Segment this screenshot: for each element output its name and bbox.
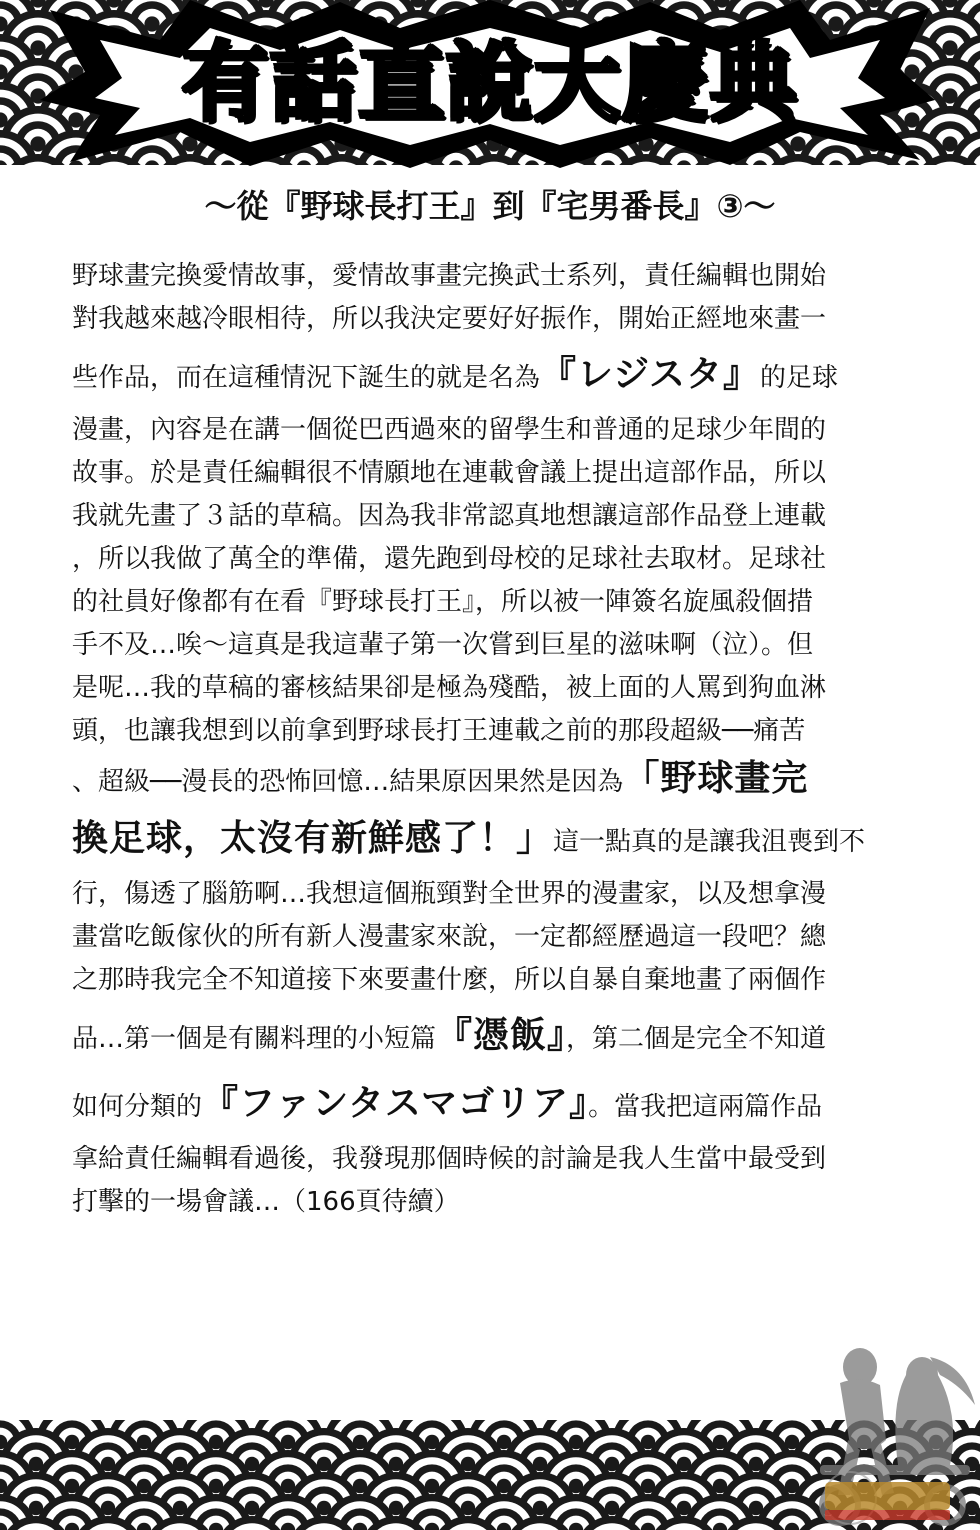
- text-line: 手不及…唉～這真是我這輩子第一次嘗到巨星的滋味啊（泣）。但: [72, 630, 814, 660]
- text-line: 頭，也讓我想到以前拿到野球長打王連載之前的那段超級──痛苦: [72, 716, 806, 746]
- text-line: 之那時我完全不知道接下來要畫什麼，所以自暴自棄地畫了兩個作: [72, 965, 827, 995]
- text-line: 打擊的一場會議…（166頁待續）: [72, 1187, 460, 1217]
- text-line: 是呢…我的草稿的審核結果卻是極為殘酷，被上面的人罵到狗血淋: [72, 673, 827, 703]
- text-line: 品…第一個是有關料理的小短篇『憑飯』，第二個是完全不知道: [72, 1015, 827, 1056]
- text-line: 對我越來越冷眼相待，所以我決定要好好振作，開始正經地來畫一: [72, 304, 827, 334]
- text-line: 野球畫完換愛情故事，愛情故事畫完換武士系列，責任編輯也開始: [72, 261, 827, 291]
- text-line: 畫當吃飯傢伙的所有新人漫畫家來說，一定都經歷過這一段吧？總: [72, 922, 827, 952]
- text-line: ，所以我做了萬全的準備，還先跑到母校的足球社去取材。足球社: [72, 544, 827, 574]
- text-line: 漫畫，內容是在講一個從巴西過來的留學生和普通的足球少年間的: [72, 415, 827, 445]
- text-line: 如何分類的『ファンタスマゴリア』。當我把這兩篇作品: [72, 1083, 823, 1124]
- text-line: 些作品，而在這種情況下誕生的就是名為『レジスタ』的足球: [72, 354, 839, 395]
- text-line: 拿給責任編輯看過後，我發現那個時候的討論是我人生當中最受到: [72, 1144, 827, 1174]
- title-reference-hyouhan: 『憑飯』: [436, 1015, 567, 1056]
- page-subtitle: ～從『野球長打王』到『宅男番長』③～: [204, 187, 776, 225]
- text-line: 換足球，太沒有新鮮感了！」這一點真的是讓我沮喪到不: [72, 818, 866, 859]
- text-line: 故事。於是責任編輯很不情願地在連載會議上提出這部作品，所以: [72, 458, 827, 488]
- watermark-logo: [800, 1462, 965, 1526]
- body-text: [72, 255, 917, 1224]
- emphasis-quote: 「野球畫完: [623, 758, 809, 799]
- text-line: 的社員好像都有在看『野球長打王』，所以被一陣簽名旋風殺個措: [72, 587, 814, 617]
- title-reference-regista: 『レジスタ』: [540, 354, 761, 395]
- text-line: 行，傷透了腦筋啊…我想這個瓶頸對全世界的漫畫家，以及想拿漫: [72, 879, 827, 909]
- page-title: 有話直說大慶典: [182, 33, 798, 133]
- text-line: 我就先畫了３話的草稿。因為我非常認真地想讓這部作品登上連載: [72, 501, 827, 531]
- emphasis-quote: 換足球，太沒有新鮮感了！」: [72, 818, 554, 859]
- title-reference-phantasmagoria: 『ファンタスマゴリア』: [202, 1083, 589, 1124]
- text-line: 、超級──漫長的恐怖回憶…結果原因果然是因為「野球畫完: [72, 758, 809, 799]
